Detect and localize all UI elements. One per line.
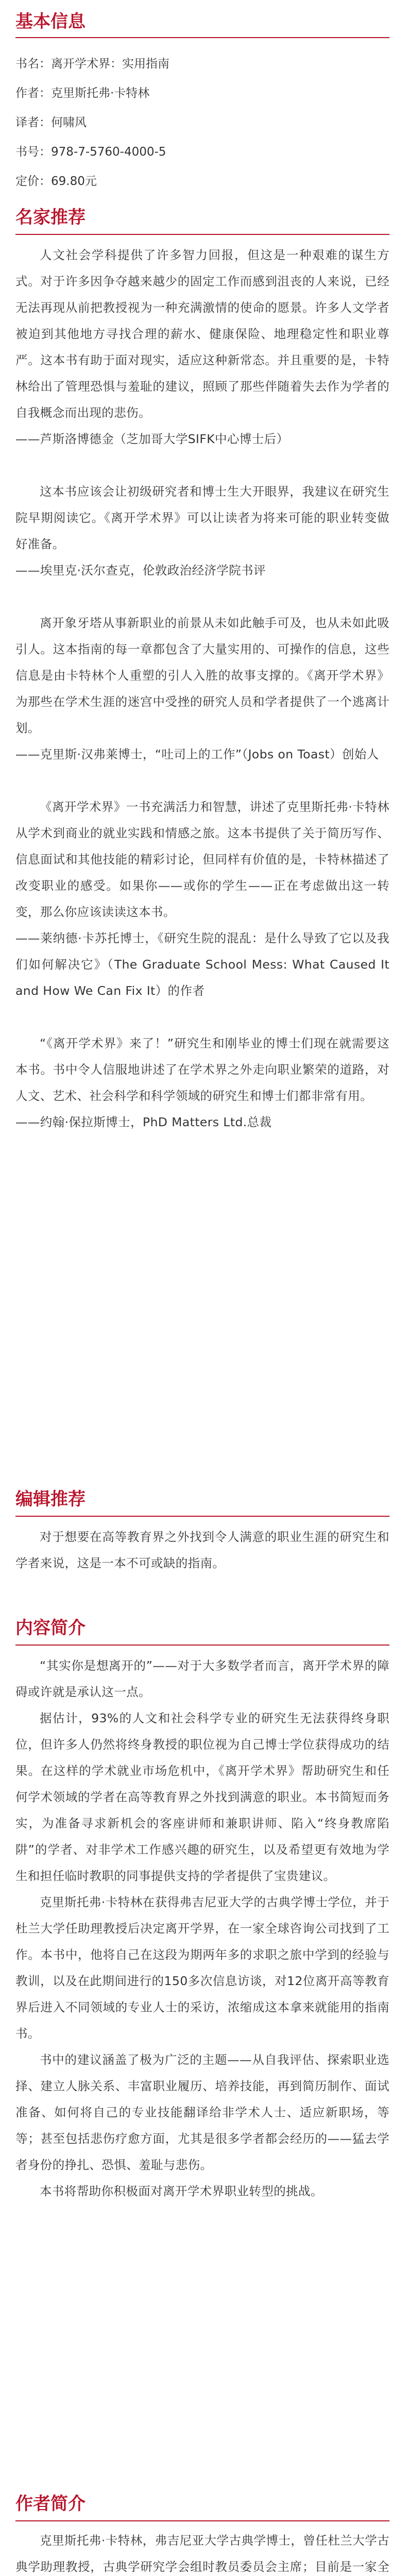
section-title-summary: 内容简介	[15, 1618, 86, 1638]
basic-info-list	[15, 56, 389, 202]
recommendation-attribution: ——约翰·保拉斯博士，PhD Matters Ltd.总裁	[15, 1115, 272, 1129]
book-title-line: 书名：离开学术界：实用指南	[15, 57, 169, 71]
summary-paragraph: 书中的建议涵盖了极为广泛的主题——从自我评估、探索职业选择、建立人脉关系、丰富职业履历、培养技能，再到简历制作、面试准备、如何将自己的专业技能翻译给非学术人士、适应新职场，等等；甚至包括悲伤疗愈方面，尤其是很多学者都会经历的——猛去学者身份的挣扎、恐惧、羞耻与悲伤。	[15, 2053, 389, 2172]
section-title-editor: 编辑推荐	[15, 1489, 86, 1510]
recommendation-text: 《离开学术界》一书充满活力和智慧，讲述了克里斯托弗·卡特林从学术到商业的就业实践和情感之旅。这本书提供了关于简历写作、信息面试和其他技能的精彩讨论，但同样有价值的是，卡特林描述了改变职业的感受。如果你——或你的学生——正在考虑做出这一转变，那么你应该读读这本书。	[15, 800, 389, 919]
section-divider	[15, 1645, 389, 1646]
translator-line: 译者：何啸风	[15, 116, 87, 129]
isbn-line: 书号：978-7-5760-4000-5	[15, 145, 166, 159]
summary-paragraph: “其实你是想离开的”——对于大多数学者而言，离开学术界的障碍或许就是承认这一点。	[15, 1658, 389, 1699]
editor-recommendation-text: 对于想要在高等教育界之外找到令人满意的职业生涯的研究生和学者来说，这是一本不可或缺的指南。	[15, 1530, 389, 1570]
summary-paragraph: 据估计，93%的人文和社会科学专业的研究生无法获得终身职位，但许多人仍然将终身教授的职位视为自己博士学位获得成功的结果。在这样的学术就业市场危机中，《离开学术界》帮助研究生和任何学术领域的学者在高等教育界之外找到满意的职业。本书简短而务实，为准备寻求新机会的客座讲师和兼职讲师、陷入“终身教席陷阱”的学者、对非学术工作感兴趣的研究生，以及希望更有效地为学生和担任临时教职的同事提供支持的学者提供了宝贵建议。	[15, 1711, 389, 1883]
recommendation-attribution: ——克里斯·汉弗莱博士，“吐司上的工作”（Jobs on Toast）创始人	[15, 747, 379, 761]
price-line: 定价：69.80元	[15, 175, 97, 188]
section-divider	[15, 234, 389, 235]
recommendation-text: 这本书应该会让初级研究者和博士生大开眼界，我建议在研究生院早期阅读它。《离开学术界》可以让读者为将来可能的职业转变做好准备。	[15, 484, 389, 551]
section-divider	[15, 37, 389, 38]
recommendation-text: 人文社会学科提供了许多智力回报，但这是一种艰难的谋生方式。对于许多因争夺越来越少的固定工作而感到沮丧的人来说，已经无法再现从前把教授视为一种充满激情的使命的愿景。许多人文学者被迫到其他地方寻找合理的薪水、健康保险、地理稳定性和职业尊严。这本书有助于面对现实，适应这种新常态。并且重要的是，卡特林给出了管理恐惧与羞耻的建议，照顾了那些伴随着失去作为学者的自我概念而出现的悲伤。	[15, 248, 389, 420]
author-bio: 克里斯托弗·卡特林，弗吉尼亚大学古典学博士，曾任杜兰大学古典学助理教授，古典学研究学会组时教员委员会主席；目前是一家全	[15, 2533, 389, 2574]
section-divider	[15, 2520, 389, 2521]
author-line: 作者：克里斯托弗·卡特林	[15, 87, 150, 100]
section-title-author: 作者简介	[15, 2494, 86, 2514]
recommendation-text: “《离开学术界》来了！”研究生和刚毕业的博士们现在就需要这本书。书中令人信服地讲述了在学术界之外走向职业繁荣的道路，对人文、艺术、社会科学和科学领域的研究生和博士们都非常有用。	[15, 1036, 389, 1103]
summary-paragraph: 克里斯托弗·卡特林在获得弗吉尼亚大学的古典学博士学位，并于杜兰大学任助理教授后决定离开学界，在一家全球咨询公司找到了工作。本书中，他将自己在这段为期两年多的求职之旅中学到的经验与教训，以及在此期间进行的150多次信息访谈，对12位离开高等教育界后进入不同领域的专业人士的采访，浓缩成这本拿来就能用的指南书。	[15, 1895, 389, 2041]
recommendation-attribution: ——莱纳德·卡苏托博士，《研究生院的混乱：是什么导致了它以及我们如何解决它》（The Graduate School Mess: What Caused It and How We Can Fix It）的作者	[15, 931, 389, 998]
section-divider	[15, 1516, 389, 1517]
section-title-basic-info: 基本信息	[15, 11, 86, 32]
section-title-recommendations: 名家推荐	[15, 207, 86, 228]
recommendation-text: 离开象牙塔从事新职业的前景从未如此触手可及，也从未如此吸引人。这本指南的每一章都包含了大量实用的、可操作的信息，这些信息是由卡特林个人重塑的引人入胜的故事支撑的。《离开学术界》为那些在学术生涯的迷宫中受挫的研究人员和学者提供了一个逃离计划。	[15, 616, 389, 735]
recommendation-attribution: ——埃里克·沃尔查克，伦敦政治经济学院书评	[15, 563, 266, 578]
summary-paragraph: 本书将帮助你积极面对离开学术界职业转型的挑战。	[40, 2184, 323, 2198]
recommendation-attribution: ——芦斯洛博德金（芝加哥大学SIFK中心博士后）	[15, 432, 289, 446]
